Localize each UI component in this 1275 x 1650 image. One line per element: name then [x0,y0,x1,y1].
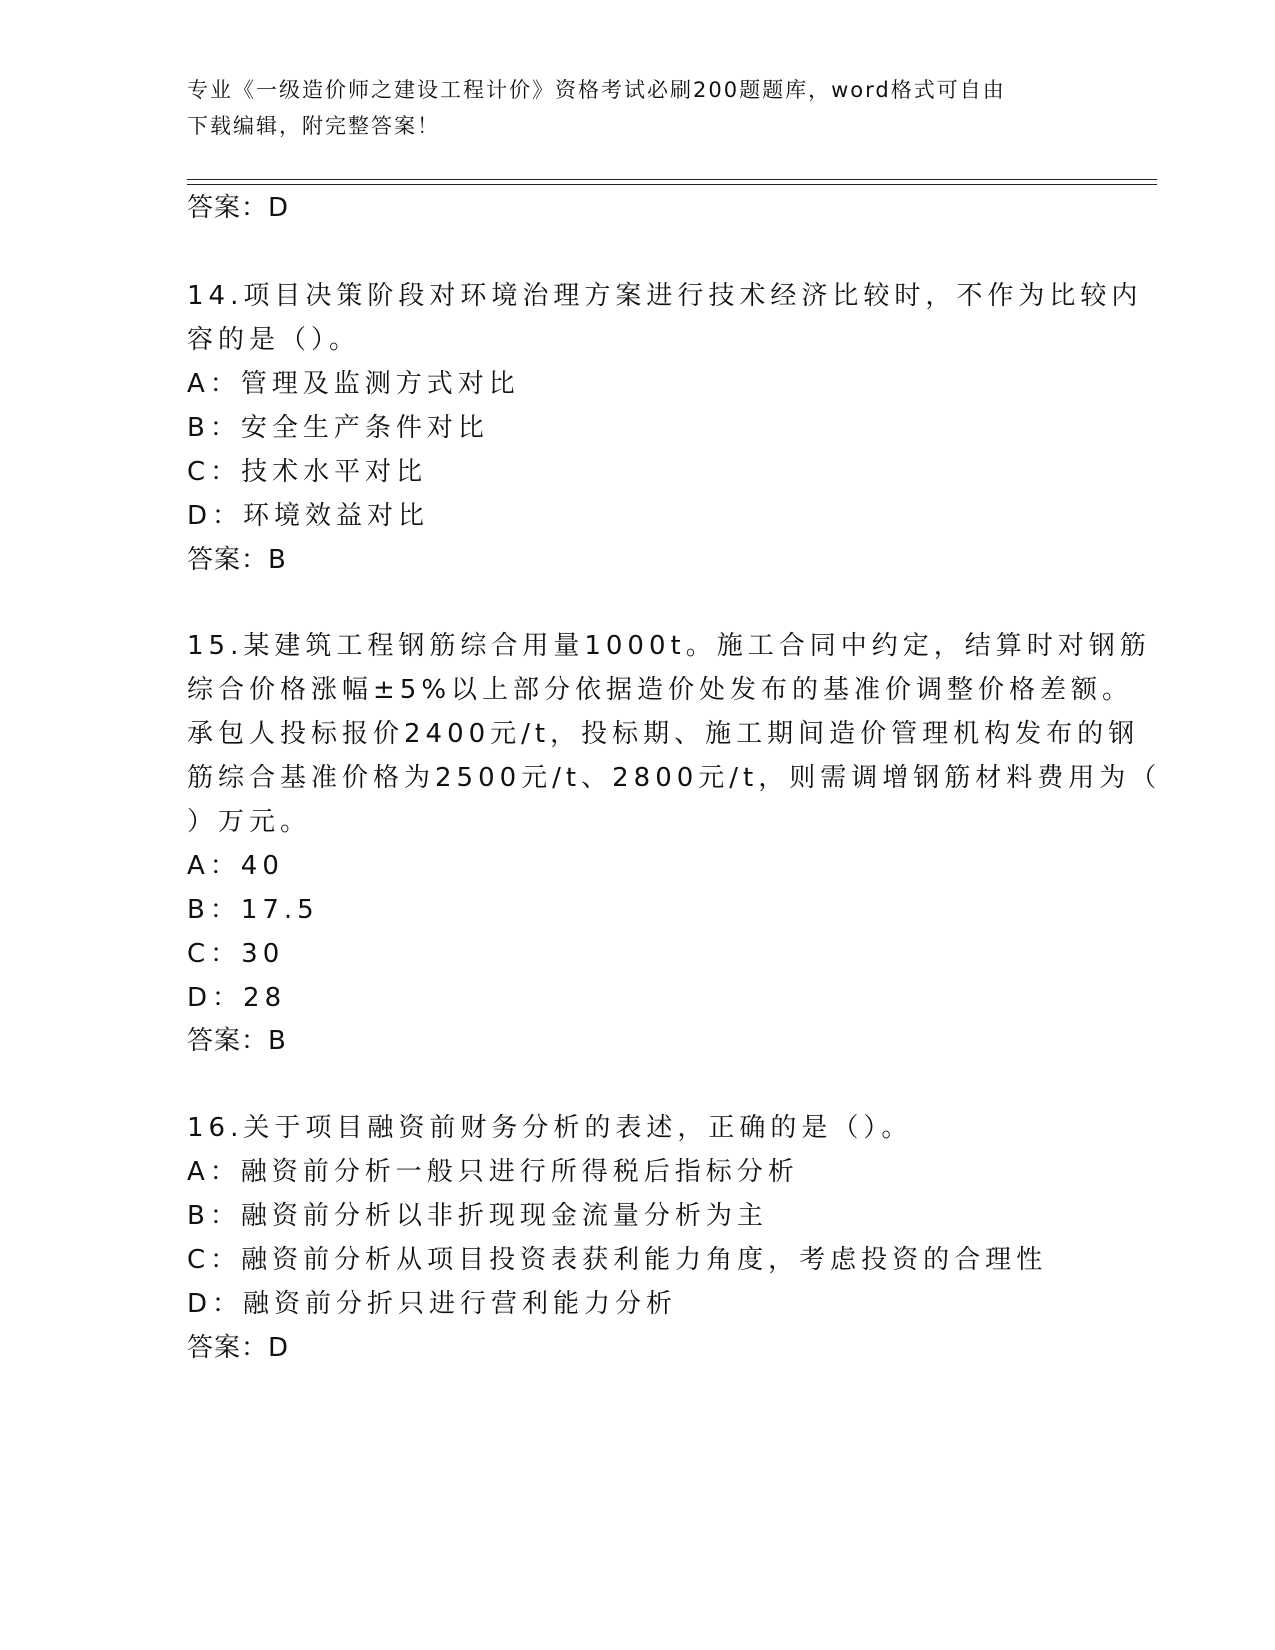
question-15-stem-line: 15.某建筑工程钢筋综合用量1000t。施工合同中约定，结算时对钢筋 [187,631,1151,661]
question-15-stem-line: ）万元。 [187,807,312,837]
question-15-stem-line: 承包人投标报价2400元/t，投标期、施工期间造价管理机构发布的钢 [187,719,1140,749]
question-16-option-d: D：融资前分折只进行营利能力分析 [187,1289,678,1319]
question-14-option-b: B：安全生产条件对比 [187,413,489,443]
header-line-2: 下载编辑，附完整答案！ [187,114,440,138]
question-14-stem-line: 14.项目决策阶段对环境治理方案进行技术经济比较时，不作为比较内 [187,281,1143,311]
previous-answer: 答案：D [187,193,290,223]
question-15-option-b: B：17.5 [187,895,319,925]
question-14-stem-line: 容的是（）。 [187,325,361,355]
question-15-stem-line: 筋综合基准价格为2500元/t、2800元/t，则需调增钢筋材料费用为（ [187,763,1162,793]
question-14-option-c: C：技术水平对比 [187,457,428,487]
question-14-option-d: D：环境效益对比 [187,501,430,531]
question-16-stem-line: 16.关于项目融资前财务分析的表述，正确的是（）。 [187,1113,913,1143]
header-divider-top [187,179,1157,180]
header-line-1: 专业《一级造价师之建设工程计价》资格考试必刷200题题库，word格式可自由 [187,78,1006,102]
question-16-option-c: C：融资前分析从项目投资表获利能力角度，考虑投资的合理性 [187,1245,1048,1275]
question-15-option-c: C：30 [187,939,285,969]
question-15-answer: 答案：B [187,1026,287,1056]
question-15-option-d: D：28 [187,983,287,1013]
question-14-option-a: A：管理及监测方式对比 [187,369,520,399]
question-14-answer: 答案：B [187,545,287,575]
document-header [187,72,1087,144]
question-16-answer: 答案：D [187,1333,290,1363]
question-15-option-a: A：40 [187,851,284,881]
question-15-stem-line: 综合价格涨幅±5%以上部分依据造价处发布的基准价调整价格差额。 [187,675,1134,705]
question-16-option-b: B：融资前分析以非折现现金流量分析为主 [187,1201,768,1231]
header-divider-bottom [187,184,1157,185]
question-16-option-a: A：融资前分析一般只进行所得税后指标分析 [187,1157,799,1187]
